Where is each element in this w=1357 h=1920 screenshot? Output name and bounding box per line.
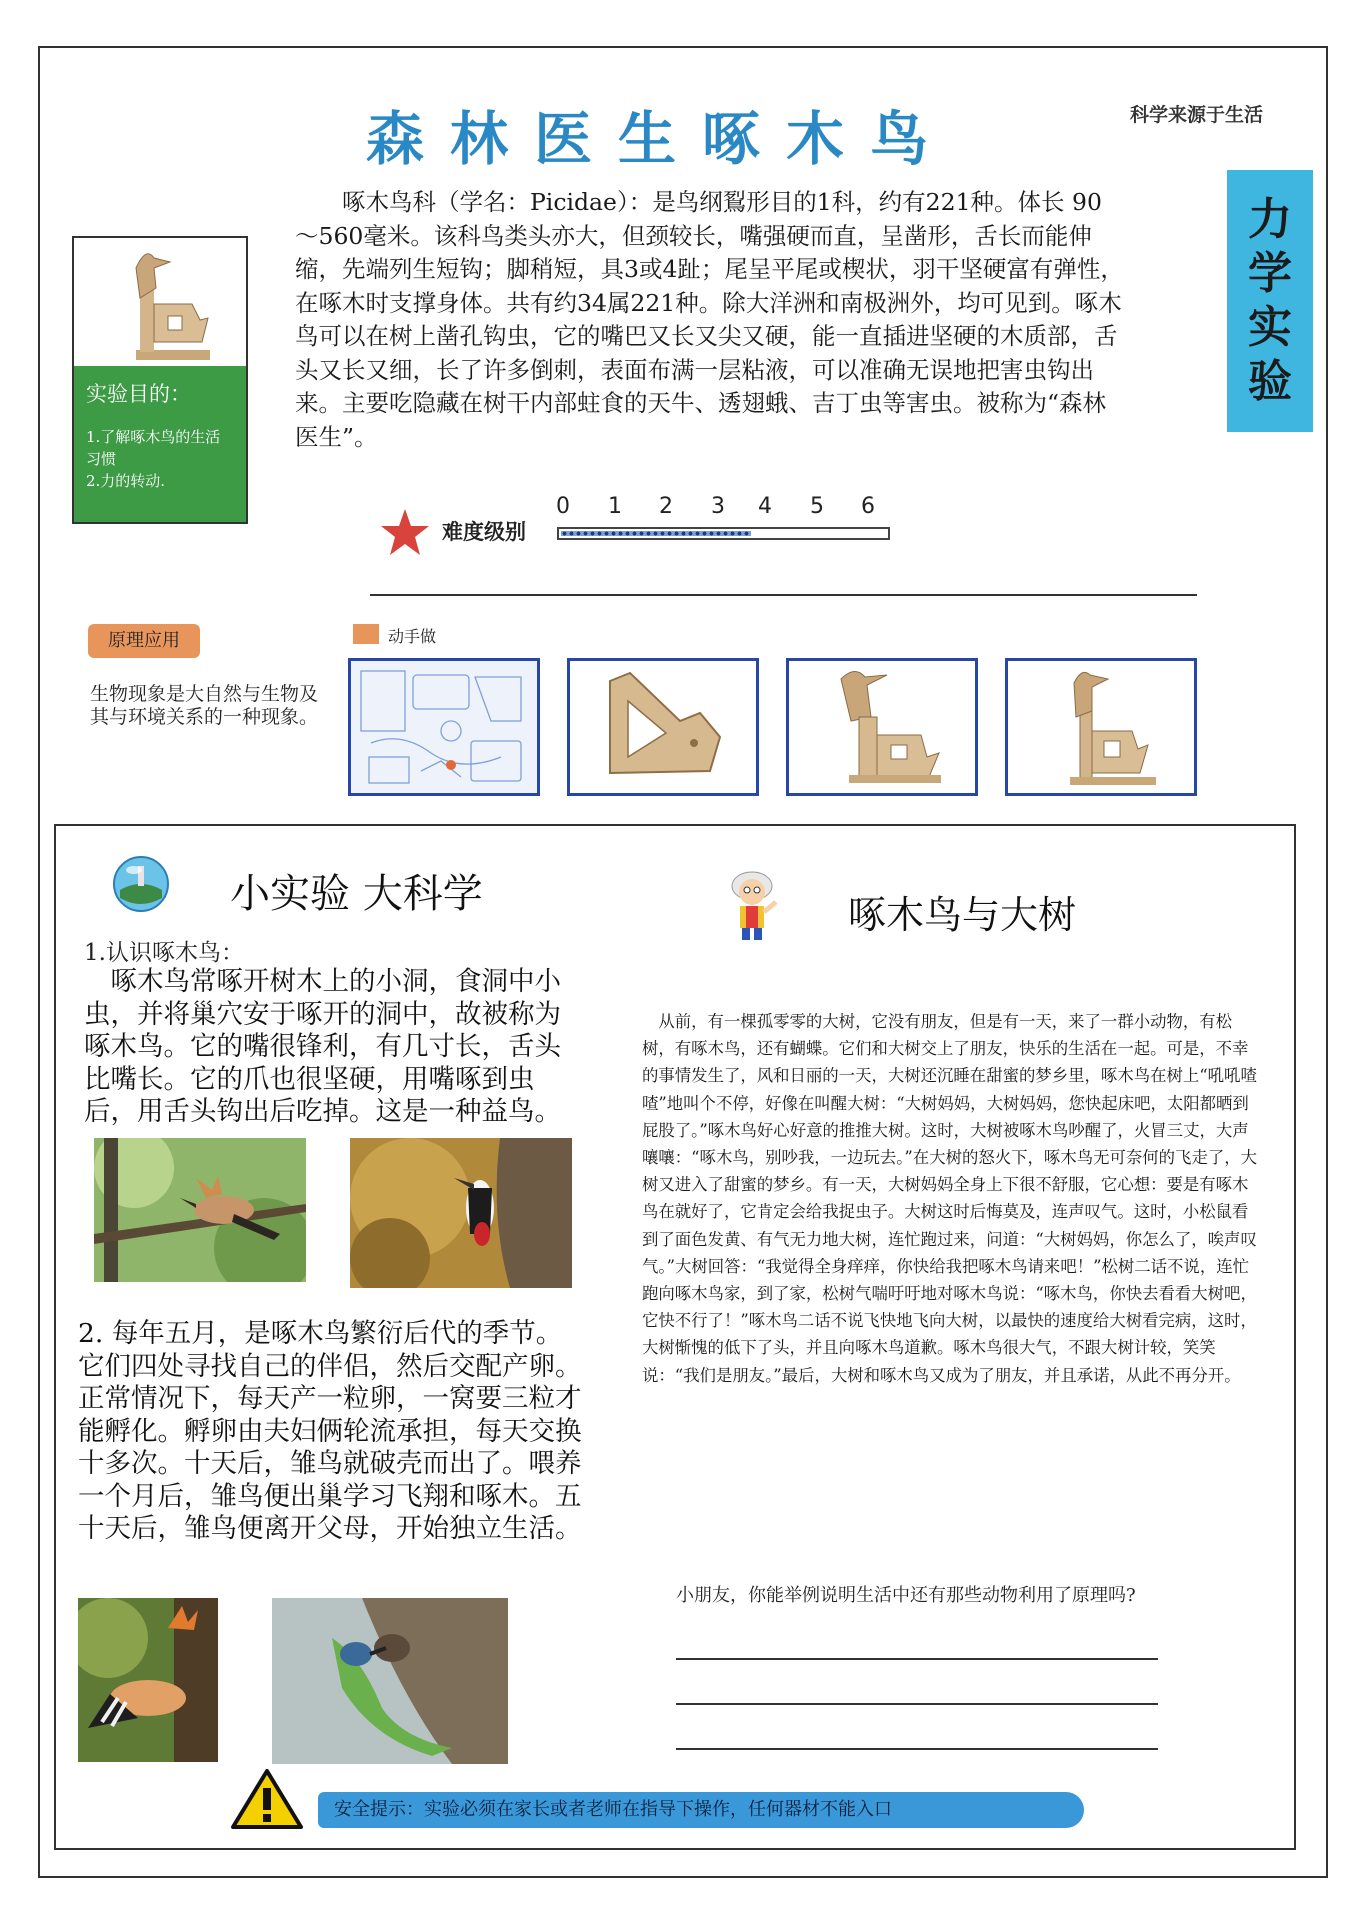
scale-tick: 3 (711, 494, 725, 519)
experiment-title: 小实验 大科学 (230, 871, 483, 917)
scale-tick: 2 (659, 494, 673, 519)
difficulty-label: 难度级别 (442, 519, 526, 544)
purpose-panel (74, 366, 246, 522)
safety-banner: 安全提示：实验必须在家长或者老师在指导下操作，任何器材不能入口 (318, 1792, 1084, 1828)
section2-body: 2. 每年五月，是啄木鸟繁衍后代的季节。它们四处寻找自己的伴侣，然后交配产卵。正常情况下，每天产一粒卵，一窝要三粒才能孵化。孵卵由夫妇俩轮流承担，每天交换十多次。十天后，雏鸟就破壳而出了。喂养一个月后，雏鸟便出巢学习飞翔和啄木。五十天后，雏鸟便离开父母，开始独立生活。 (78, 1318, 582, 1544)
purpose-title: 实验目的： (86, 382, 191, 406)
category-tab-char: 力 (1248, 194, 1292, 245)
tagline: 科学来源于生活 (1130, 104, 1264, 126)
warning-icon (230, 1768, 304, 1830)
section1-body: 啄木鸟常啄开树木上的小洞，食洞中小虫，并将巢穴安于啄开的洞中，故被称为啄木鸟。它的嘴很锋利，有几寸长，舌头比嘴长。它的爪也很坚硬，用嘴啄到虫后，用舌头钩出后吃掉。这是一种益鸟。 (84, 966, 561, 1127)
scientist-icon (724, 868, 784, 944)
scale-tick: 0 (556, 494, 570, 519)
photo-hoopoe-branch (94, 1138, 306, 1282)
principle-badge: 原理应用 (88, 624, 200, 658)
answer-line[interactable] (676, 1748, 1158, 1750)
difficulty-scale (556, 494, 916, 520)
category-tab-char: 学 (1248, 248, 1292, 299)
photo-woodpecker-trunk (350, 1138, 572, 1288)
step-image-assembled (786, 658, 978, 796)
story-text: 从前，有一棵孤零零的大树，它没有朋友，但是有一天，来了一群小动物，有松树，有啄木鸟，还有蝴蝶。它们和大树交上了朋友，快乐的生活在一起。可是，不幸的事情发生了，风和日丽的一天，大树还沉睡在甜蜜的梦乡里，啄木鸟在树上“吼吼喳喳”地叫个不停，好像在叫醒大树：“大树妈妈，大树妈妈，您快起床吧，太阳都晒到屁股了。”啄木鸟好心好意的推推大树。这时，大树被啄木鸟吵醒了，火冒三丈，大声嚷嚷：“啄木鸟，别吵我，一边玩去。”在大树的怒火下，啄木鸟无可奈何的飞走了，大树又进入了甜蜜的梦乡。有一天，大树妈妈全身上下很不舒服，它心想：要是有啄木鸟在就好了，它肯定会给我捉虫子。大树这时后悔莫及，连声叹气。这时，小松鼠看到了面色发黄、有气无力地大树，连忙跑过来，问道：“大树妈妈，你怎么了，唉声叹气。”大树回答：“我觉得全身痒痒，你快给我把啄木鸟请来吧！”松树二话不说，连忙跑向啄木鸟家，到了家，松树气喘吁吁地对啄木鸟说：“啄木鸟，你快去看看大树吧，它快不行了！”啄木鸟二话不说飞快地飞向大树，以最快的速度给大树看完病，这时，大树惭愧的低下了头，并且向啄木鸟道歉。啄木鸟很大气，不跟大树计较，笑笑说：“我们是朋友。”最后，大树和啄木鸟又成为了朋友，并且承诺，从此不再分开。 (642, 1012, 1258, 1385)
photo-woodpecker-feeding (272, 1598, 508, 1764)
handson-marker (353, 624, 379, 644)
scale-tick: 1 (608, 494, 622, 519)
story-title: 啄木鸟与大树 (848, 893, 1077, 937)
question-prompt: 小朋友，你能举例说明生活中还有那些动物利用了原理吗? (676, 1585, 1136, 1606)
principle-text: 生物现象是大自然与生物及其与环境关系的一种现象。 (90, 683, 319, 728)
star-icon (380, 508, 430, 556)
globe-icon (112, 852, 170, 918)
page-title: 森林医生啄木鸟 (365, 105, 954, 173)
category-tab (1227, 170, 1313, 432)
difficulty-bar-fill (561, 531, 751, 536)
category-tab-char: 验 (1248, 356, 1292, 407)
intro-paragraph: 啄木鸟科（学名：Picidae）：是鸟纲鴷形目的1科，约有221种。体长 90～560毫米。该科鸟类头亦大，但颈较长，嘴强硬而直，呈凿形，舌长而能伸缩，先端列生短钩；脚稍短，具3或4趾；尾呈平尾或楔状，羽干坚硬富有弹性，在啄木时支撑身体。共有约34属221种。除大洋洲和南极洲外，均可见到。啄木鸟可以在树上凿孔钩虫，它的嘴巴又长又尖又硬，能一直插进坚硬的木质部，舌头又长又细，长了许多倒刺，表面布满一层粘液，可以准确无误地把害虫钩出来。主要吃隐藏在树干内部蛀食的天牛、透翅蛾、吉丁虫等害虫。被称为“森林医生”。 (295, 188, 1124, 451)
category-tab-char: 实 (1248, 302, 1292, 353)
woodpecker-model-image (74, 238, 246, 368)
purpose-list (86, 426, 234, 492)
divider (370, 594, 1197, 596)
purpose-item: 2.力的转动. (86, 472, 166, 490)
answer-line[interactable] (676, 1703, 1158, 1705)
scale-tick: 6 (861, 494, 875, 519)
section1-heading: 1.认识啄木鸟： (84, 940, 244, 966)
difficulty-bar (557, 527, 890, 540)
answer-line[interactable] (676, 1658, 1158, 1660)
scale-tick: 5 (810, 494, 824, 519)
step-image-base (567, 658, 759, 796)
purpose-item: 1.了解啄木鸟的生活习惯 (86, 428, 221, 468)
step-image-final (1005, 658, 1197, 796)
handson-label: 动手做 (388, 627, 437, 646)
scale-tick: 4 (758, 494, 772, 519)
photo-hoopoe-flight (78, 1598, 218, 1762)
step-image-parts-sheet (348, 658, 540, 796)
